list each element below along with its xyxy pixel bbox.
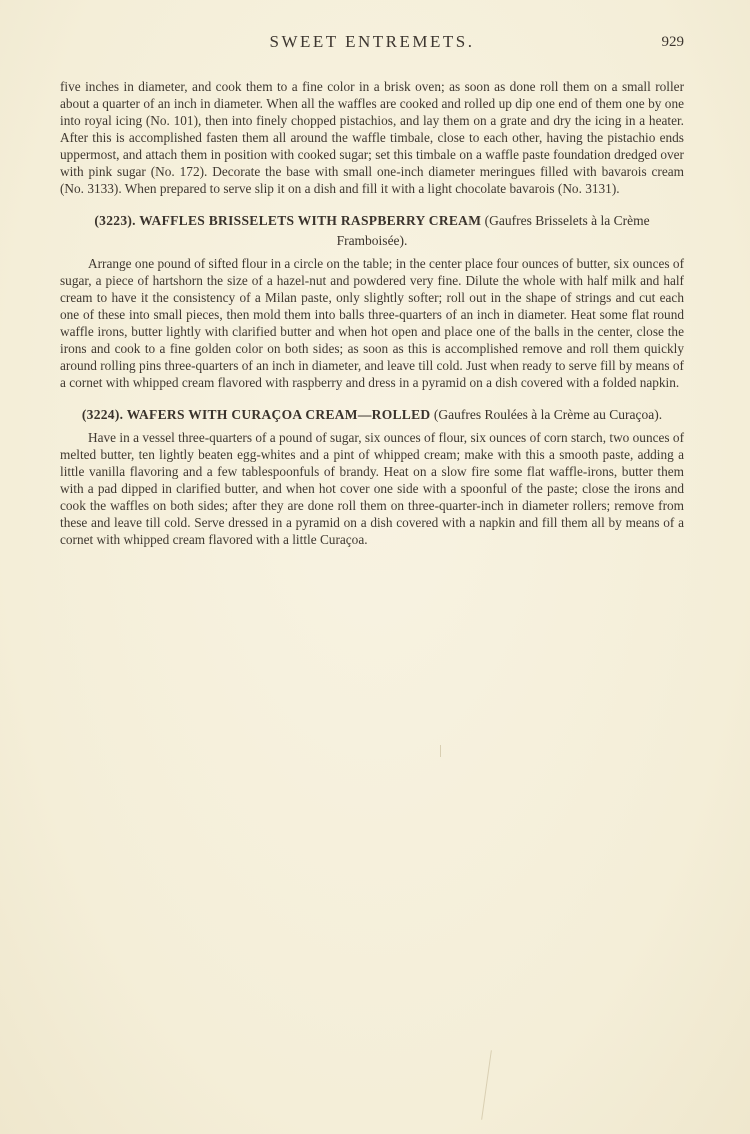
continued-paragraph: five inches in diameter, and cook them to a fine color in a brisk oven; as soon as done roll them on a small roller about a quarter of an inch in diameter. When all the waffles are cooked and rolled up dip one end of them one by one into royal icing (No. 101), then into finely chopped pistachios, and lay them on a grate and dry the icing in a heater. After this is accomplished fasten them all around the waffle timbale, close to each other, having the pistachio ends uppermost, and attach them in position with cooked sugar; set this timbale on a waffle paste foundation dredged over with pink sugar (No. 172). Decorate the base with small one-inch diameter meringues filled with bavarois cream (No. 3133). When prepared to serve slip it on a dish and fill it with a light chocolate bavarois (No. 3131). (60, 79, 684, 196)
page-number: 929 (661, 34, 684, 50)
running-head (60, 32, 684, 54)
recipe-title: WAFERS WITH CURAÇOA CREAM—ROLLED (126, 407, 431, 422)
recipe-number: (3223). (94, 213, 136, 228)
paper-crease-mark (440, 745, 441, 757)
recipe-3224 (60, 405, 684, 548)
recipe-title: WAFFLES BRISSELETS WITH RASPBERRY CREAM (139, 213, 482, 228)
paper-crease-mark (481, 1050, 492, 1119)
page-content (60, 78, 684, 548)
recipe-french-title: (Gaufres Roulées à la Crème au Curaçoa). (433, 407, 663, 422)
recipe-french-title: (Gaufres Brisselets à la Crème Framboisée). (336, 213, 650, 248)
recipe-number: (3224). (81, 407, 124, 422)
recipe-body: Have in a vessel three-quarters of a pound of sugar, six ounces of flour, six ounces of corn starch, two ounces of melted butter, ten lightly beaten egg-whites and a pint of whipped cream; make with this a smooth paste, adding a little vanilla flavoring and a few tablespoonfuls of brandy. Heat on a slow fire some flat waffle-irons, butter them with a pad dipped in clarified butter, and when hot cover one side with a spoonful of the paste; close the irons and cook the waffles on both sides; after they are done roll them on three-quarter-inch in diameter rollers; remove from these and leave till cold. Serve dressed in a pyramid on a dish covered with a napkin and fill them all by means of a cornet with whipped cream flavored with a little Curaçoa. (60, 430, 684, 547)
recipe-heading (60, 211, 684, 251)
running-title: SWEET ENTREMETS. (269, 32, 475, 51)
recipe-heading (60, 405, 684, 425)
recipe-body: Arrange one pound of sifted flour in a circle on the table; in the center place four ounces of butter, six ounces of sugar, a piece of hartshorn the size of a hazel-nut and powdered very fine. Dilute the whole with half milk and half cream to have it the consistency of a Milan paste, only slightly softer; roll out in the shape of strings and cut each one of these into small pieces, then mold them into balls three-quarters of an inch in diameter. Heat some flat round waffle irons, butter lightly with clarified butter and when hot open and place one of the balls in the center, close the irons and cook to a fine golden color on both sides; as soon as this is accomplished remove and roll them quickly around rolling pins three-quarters of an inch in diameter, and leave till cold. Just when ready to serve fill by means of a cornet with whipped cream flavored with raspberry and dress in a pyramid on a dish covered with a folded napkin. (60, 256, 684, 390)
recipe-3223 (60, 211, 684, 391)
